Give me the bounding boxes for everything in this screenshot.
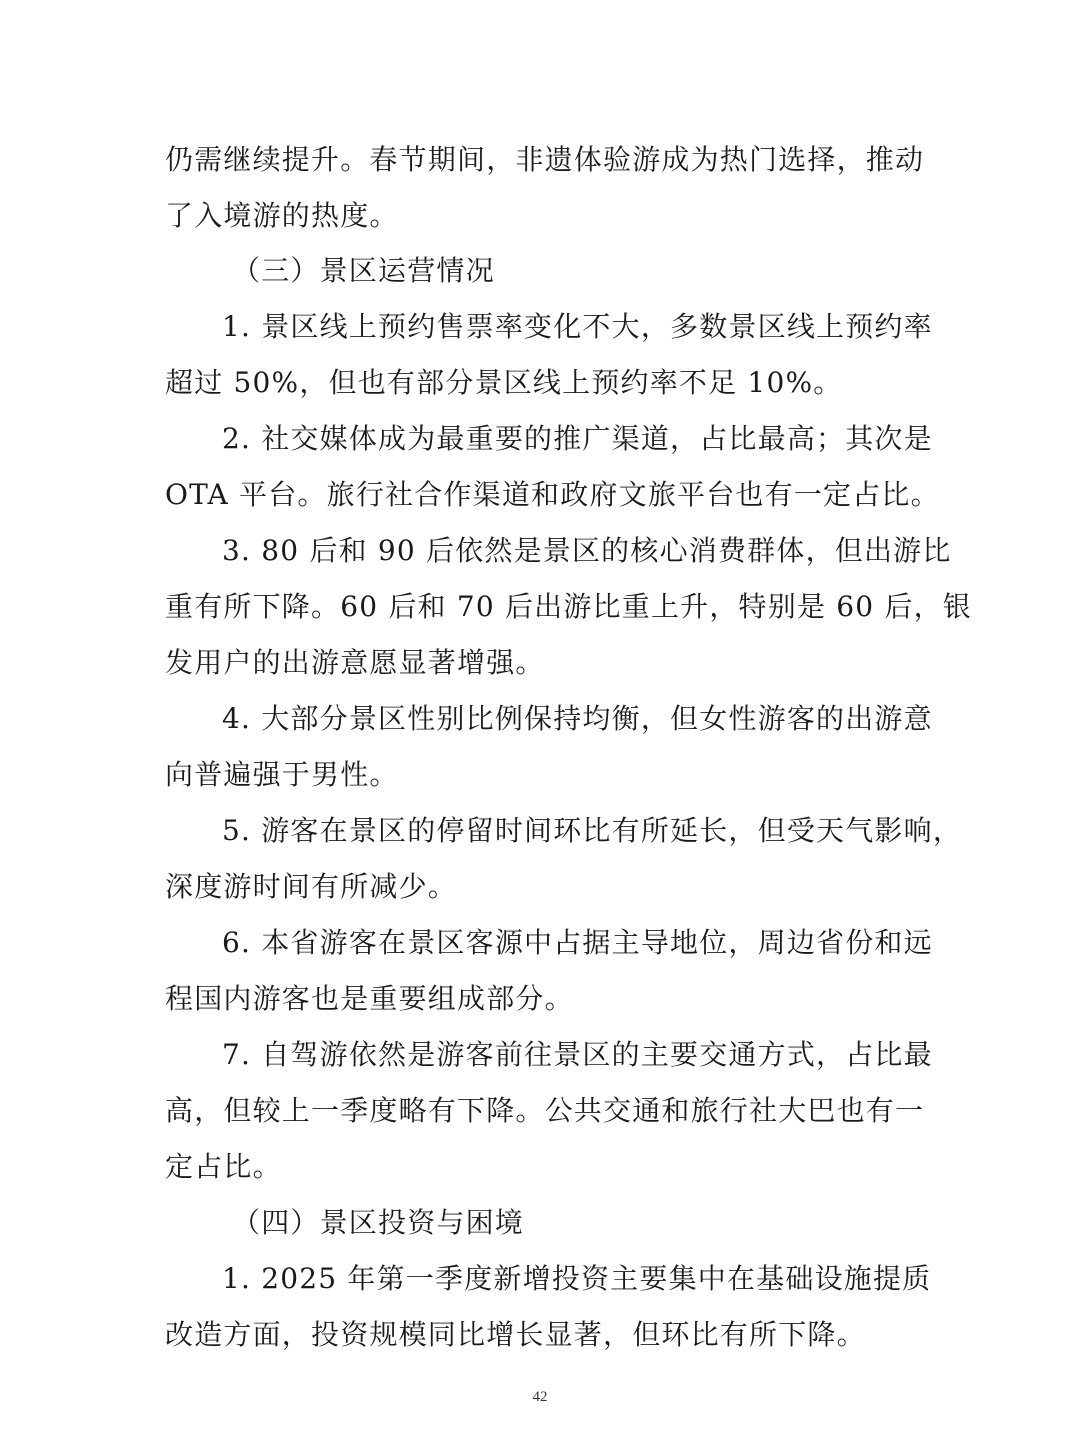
body-line: 重有所下降。60 后和 70 后出游比重上升，特别是 60 后，银 — [165, 590, 972, 623]
page-number: 42 — [532, 1389, 548, 1405]
body-line: 高，但较上一季度略有下降。公共交通和旅行社大巴也有一 — [165, 1094, 925, 1127]
list-item-line: 4. 大部分景区性别比例保持均衡，但女性游客的出游意 — [222, 702, 933, 735]
list-item-line: 5. 游客在景区的停留时间环比有所延长，但受天气影响， — [222, 814, 963, 847]
section-heading: （四）景区投资与困境 — [232, 1206, 525, 1239]
section-heading: （三）景区运营情况 — [232, 254, 495, 287]
list-item-line: 6. 本省游客在景区客源中占据主导地位，周边省份和远 — [222, 926, 933, 959]
body-line: 向普遍强于男性。 — [165, 758, 399, 791]
body-line: OTA 平台。旅行社合作渠道和政府文旅平台也有一定占比。 — [165, 478, 940, 511]
list-item-line: 7. 自驾游依然是游客前往景区的主要交通方式，占比最 — [222, 1038, 933, 1071]
body-line: 仍需继续提升。春节期间，非遗体验游成为热门选择，推动 — [165, 143, 925, 176]
body-line: 发用户的出游意愿显著增强。 — [165, 646, 545, 679]
list-item-line: 1. 景区线上预约售票率变化不大，多数景区线上预约率 — [222, 310, 933, 343]
list-item-line: 2. 社交媒体成为最重要的推广渠道，占比最高；其次是 — [222, 422, 933, 455]
body-line: 程国内游客也是重要组成部分。 — [165, 982, 574, 1015]
body-line: 超过 50%，但也有部分景区线上预约率不足 10%。 — [165, 366, 843, 399]
body-line: 改造方面，投资规模同比增长显著，但环比有所下降。 — [165, 1318, 866, 1351]
body-line: 了入境游的热度。 — [165, 199, 399, 232]
body-line: 深度游时间有所减少。 — [165, 870, 458, 903]
list-item-line: 1. 2025 年第一季度新增投资主要集中在基础设施提质 — [222, 1262, 932, 1295]
list-item-line: 3. 80 后和 90 后依然是景区的核心消费群体，但出游比 — [222, 534, 952, 567]
body-line: 定占比。 — [165, 1150, 282, 1183]
